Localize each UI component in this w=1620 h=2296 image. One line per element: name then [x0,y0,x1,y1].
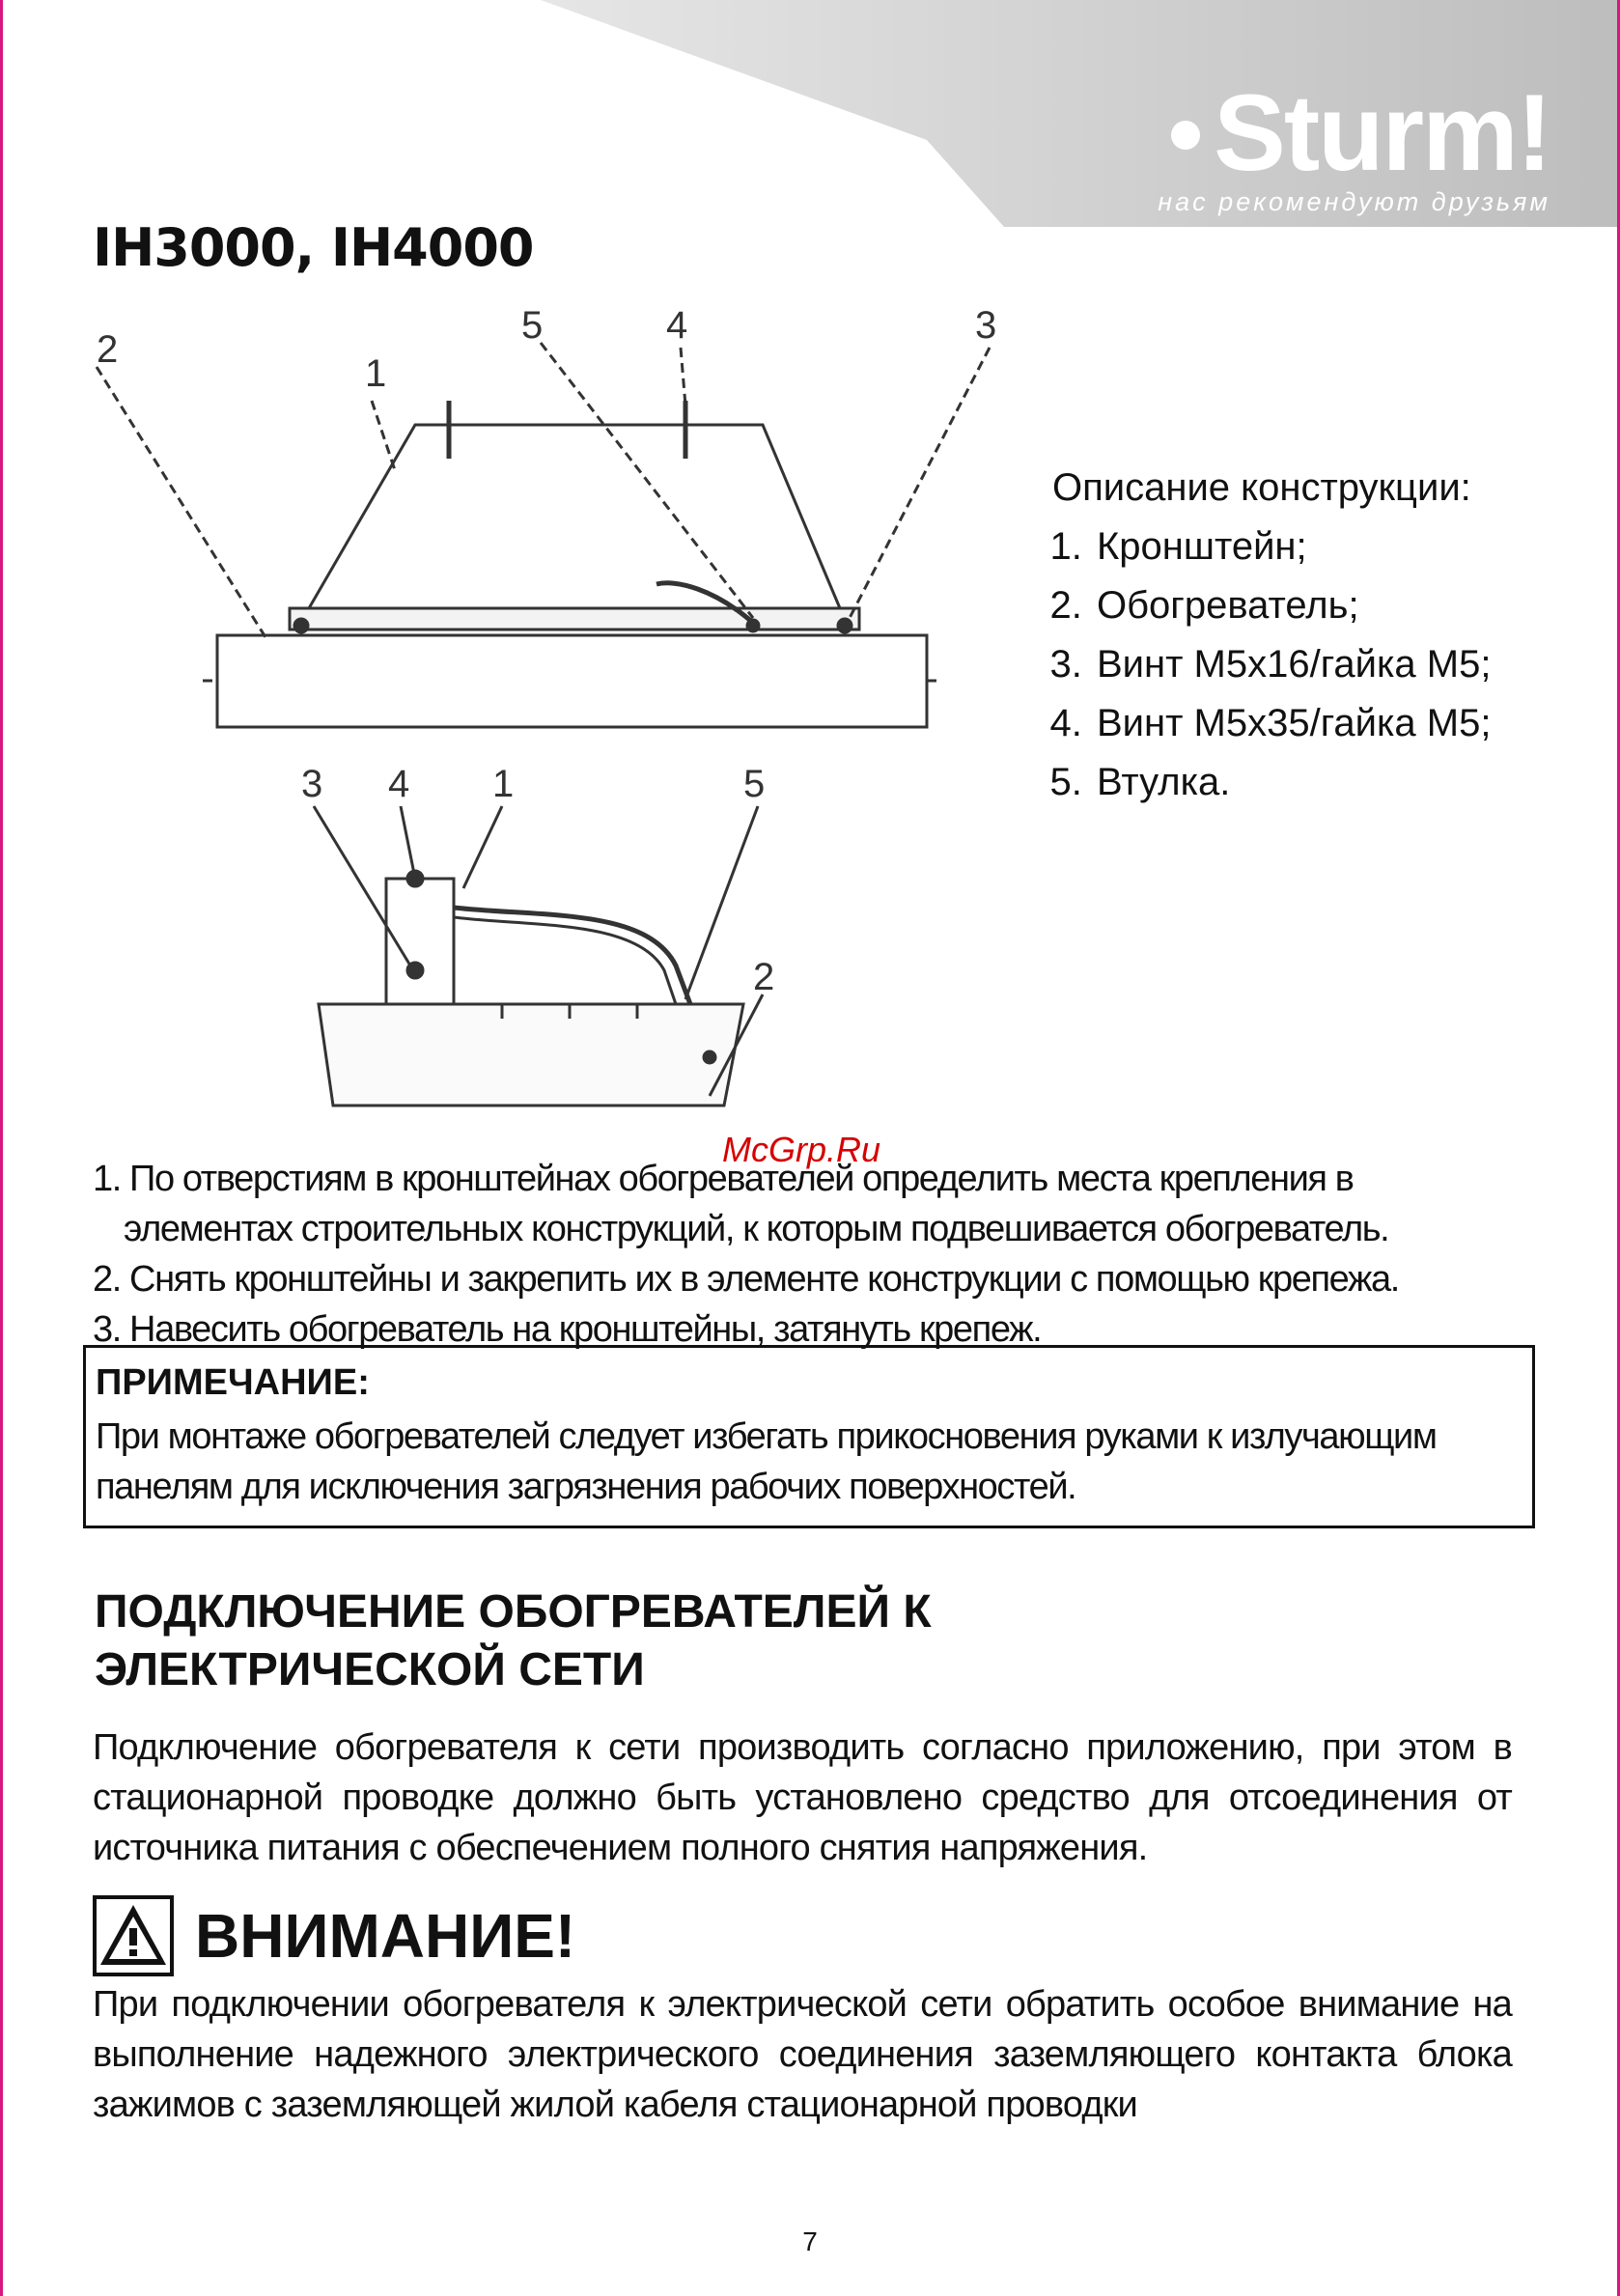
brand-name: Sturm! [1214,72,1550,193]
diagram-label: 2 [97,328,119,371]
legend-item: 4. Винт М5х35/гайка М5; [1093,694,1491,753]
warning-heading [93,1892,575,1979]
diagram-label: 1 [365,352,387,395]
diagram-label: 5 [743,763,766,805]
diagram-label: 4 [388,763,410,805]
installation-steps [93,1154,1512,1355]
warning-triangle-icon [93,1895,174,1976]
step-item: 2. Снять кронштейны и закрепить их в элементе конструкции с помощью крепежа. [93,1259,1399,1300]
note-title: ПРИМЕЧАНИЕ: [96,1362,370,1403]
warning-paragraph: При подключении обогревателя к электрической сети обратить особое внимание на выполнение надежного электрического соединения заземляющего контакта блока зажимов с заземляющей жилой кабеля стационарной проводки [93,1984,1512,2125]
note-box [83,1345,1535,1528]
step-item: 3. Навесить обогреватель на кронштейны, затянуть крепеж. [93,1309,1042,1350]
model-title: IH3000, IH4000 [93,217,534,278]
brand-tagline: нас рекомендуют друзьям [1158,187,1550,216]
diagram-label: 4 [666,304,688,347]
diagram-label: 5 [521,304,544,347]
diagram-label: 1 [492,763,515,805]
legend-item: 1. Кронштейн; [1093,518,1491,576]
diagram-label: 2 [753,956,775,998]
section-title-line: ПОДКЛЮЧЕНИЕ ОБОГРЕВАТЕЛЕЙ К [95,1586,932,1638]
connection-paragraph: Подключение обогревателя к сети производить согласно приложению, при этом в стационарной проводке должно быть установлено средство для отсоединения от источника питания с обеспечением полного снятия напряжения. [93,1727,1512,1868]
diagram-label: 3 [301,763,323,805]
heater-body-front [217,635,927,727]
construction-legend [1052,459,1491,812]
note-text: При монтаже обогревателей следует избегать прикосновения руками к излучающим панелям для исключения загрязнения рабочих поверхностей. [96,1416,1437,1507]
legend-item: 2. Обогреватель; [1093,576,1491,635]
step-item: 1. По отверстиям в кронштейнах обогревателей определить места крепления в элементах строительных конструкций, к которым подвешивается обогреватель. [93,1159,1389,1249]
watermark: McGrp.Ru [722,1130,881,1169]
page-number: 7 [802,2226,818,2256]
logo-dot-icon [1171,121,1200,150]
diagram-label: 3 [975,304,997,347]
legend-heading: Описание конструкции: [1052,466,1471,509]
section-title-line: ЭЛЕКТРИЧЕСКОЙ СЕТИ [95,1644,645,1695]
legend-item: 3. Винт М5х16/гайка М5; [1093,635,1491,694]
warning-title: ВНИМАНИЕ! [195,1901,576,1971]
brand-logo [1158,72,1550,217]
mounting-diagram [77,290,1023,1120]
legend-item: 5. Втулка. [1093,753,1491,812]
section-title [95,1583,932,1699]
